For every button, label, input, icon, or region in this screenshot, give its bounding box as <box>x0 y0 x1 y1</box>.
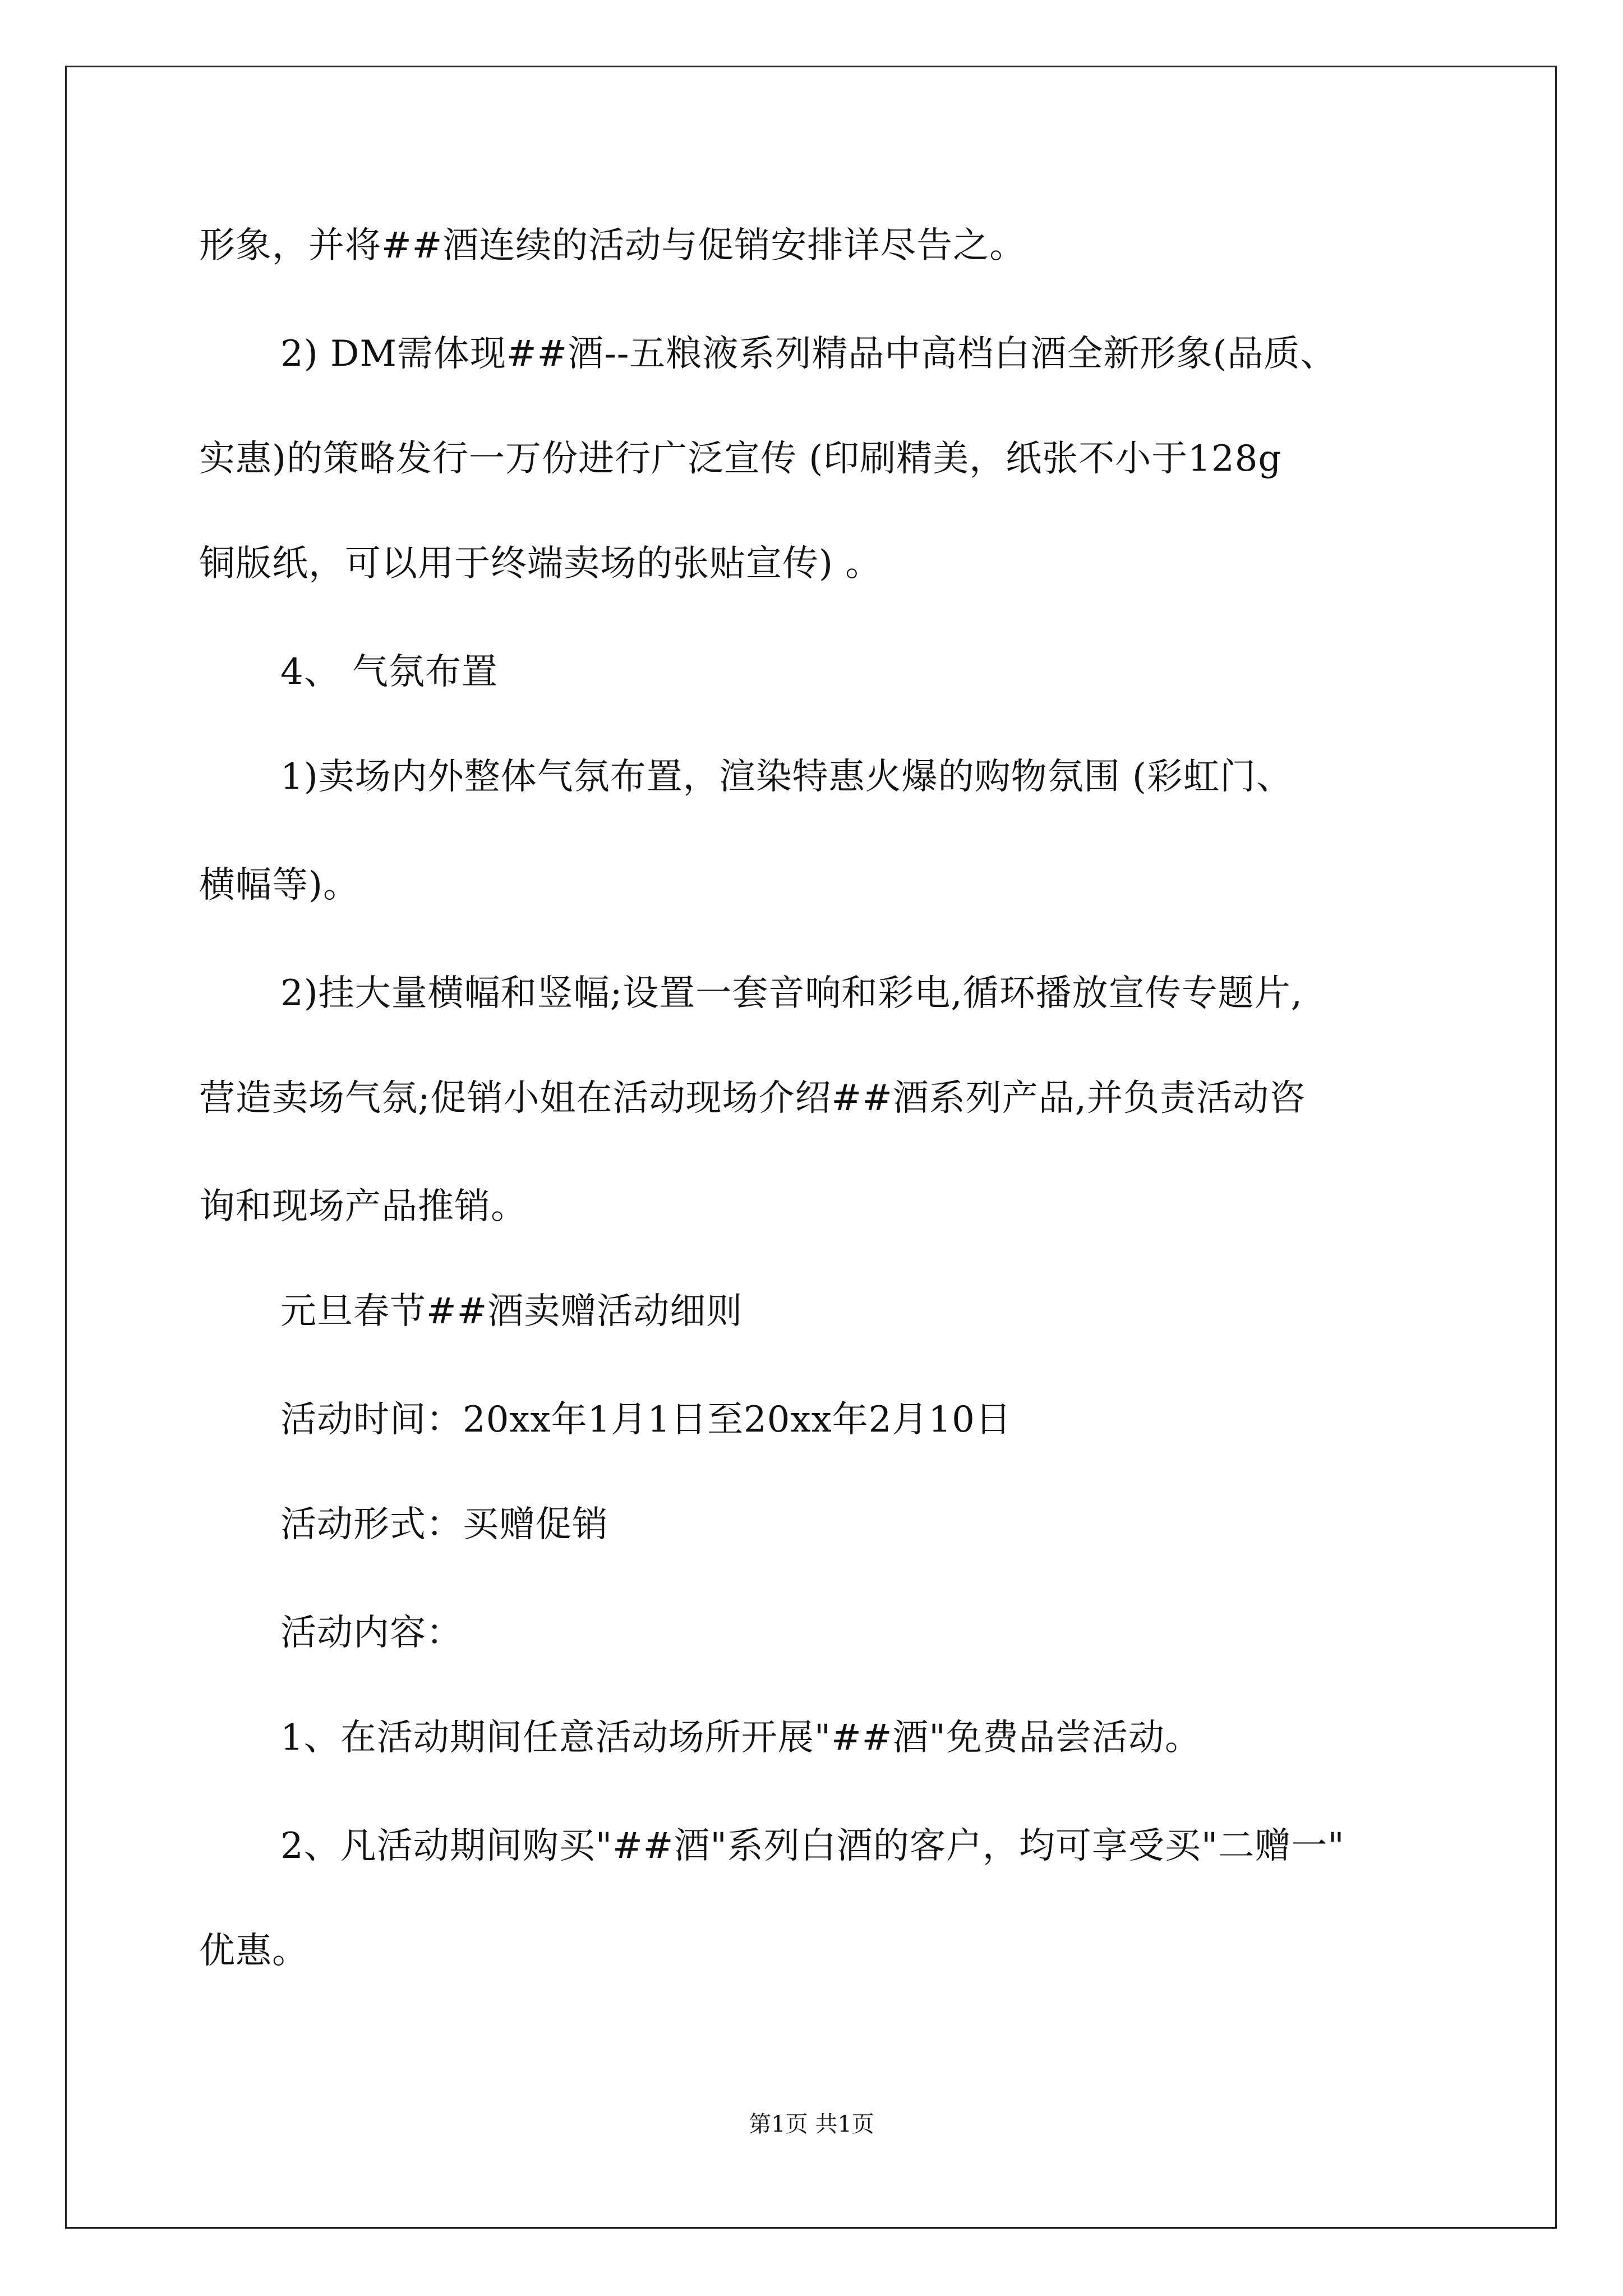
text-line: 实惠)的策略发行一万份进行广泛宣传 (印刷精美，纸张不小于128g <box>199 438 1282 480</box>
page-footer: 第1页 共1页 <box>749 2111 874 2137</box>
text-line: 营造卖场气氛;促销小姐在活动现场介绍##酒系列产品,并负责活动咨 <box>199 1078 1306 1119</box>
text-line: 活动时间：20xx年1月1日至20xx年2月10日 <box>280 1399 1012 1441</box>
text-line: 询和现场产品推销。 <box>199 1186 527 1227</box>
text-line: 1、在活动期间任意活动场所开展"##酒"免费品尝活动。 <box>280 1717 1201 1759</box>
text-line: 2)挂大量横幅和竖幅;设置一套音响和彩电,循环播放宣传专题片, <box>280 973 1303 1014</box>
text-line: 形象，并将##酒连续的活动与促销安排详尽告之。 <box>199 225 1026 266</box>
text-line: 活动内容： <box>280 1612 463 1654</box>
text-line: 优惠。 <box>199 1930 308 1972</box>
text-line: 2、凡活动期间购买"##酒"系列白酒的客户，均可享受买"二赠一" <box>280 1825 1345 1867</box>
text-line: 横幅等)。 <box>199 864 359 906</box>
page-border <box>65 66 1557 2229</box>
section-heading: 元旦春节##酒卖赠活动细则 <box>280 1291 743 1332</box>
text-line: 活动形式：买赠促销 <box>280 1504 608 1545</box>
text-line: 2) DM需体现##酒--五粮液系列精品中高档白酒全新形象(品质、 <box>280 333 1337 375</box>
section-heading: 4、 气氛布置 <box>280 651 499 693</box>
text-line: 铜版纸，可以用于终端卖场的张贴宣传) 。 <box>199 543 882 585</box>
text-line: 1)卖场内外整体气氛布置，渲染特惠火爆的购物氛围 (彩虹门、 <box>280 756 1293 798</box>
